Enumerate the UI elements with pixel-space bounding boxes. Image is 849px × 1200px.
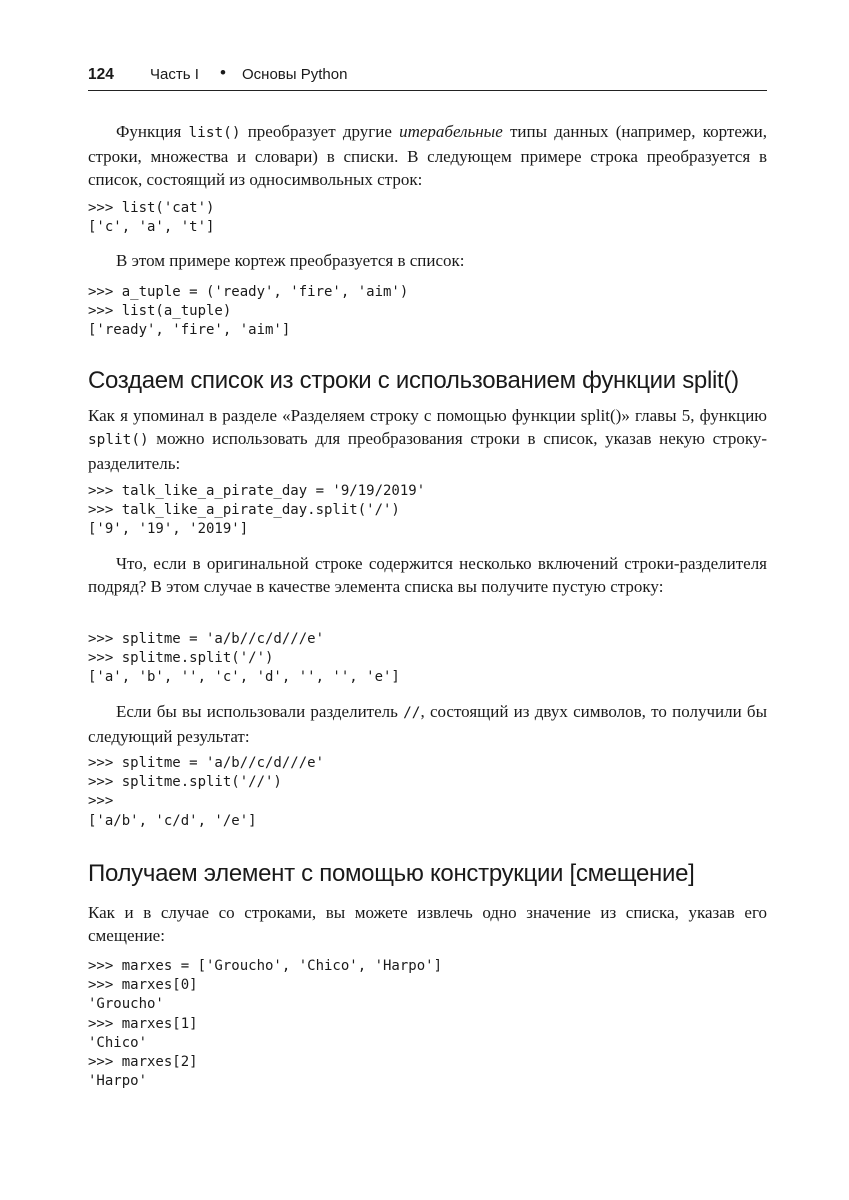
paragraph-tuple-to-list: В этом примере кортеж преобразуется в список:	[116, 251, 465, 270]
code-block-pirate-day: >>> talk_like_a_pirate_day = '9/19/2019' >>> talk_like_a_pirate_day.split('/') ['9', '19', '2019']	[88, 483, 426, 538]
code-block-marxes: >>> marxes = ['Groucho', 'Chico', 'Harpo'] >>> marxes[0] 'Groucho' >>> marxes[1] 'Chico' >>> marxes[2] 'Harpo'	[88, 958, 443, 1090]
text-span: Если бы вы использовали разделитель	[116, 702, 404, 721]
inline-code: split()	[88, 432, 149, 448]
paragraph-offset-intro: Как и в случае со строками, вы можете извлечь одно значение из списка, указав его смещение:	[88, 903, 767, 945]
code-block-splitme: >>> splitme = 'a/b//c/d///e' >>> splitme.split('/') ['a', 'b', '', 'c', 'd', '', '', 'e']	[88, 631, 400, 686]
code-block-list-cat: >>> list('cat') ['c', 'a', 't']	[88, 200, 215, 236]
text-span: Как я упоминал в разделе «Разделяем строку с помощью функции split()» главы 5, функцию	[88, 406, 767, 425]
text-span: , состоящий из двух символов, то получили бы следующий результат:	[88, 702, 767, 746]
heading-offset: Получаем элемент с помощью конструкции [смещение]	[88, 860, 695, 887]
text-span: можно использовать для преобразования строки в список, указав некую строку-разделитель:	[88, 429, 767, 473]
text-span: преобразует другие	[240, 122, 400, 141]
heading-split: Создаем список из строки с использованием функции split()	[88, 367, 739, 394]
header-separator: •	[220, 63, 226, 82]
page-number: 124	[88, 66, 114, 83]
paragraph-double-separator	[88, 700, 767, 748]
text-span: типы данных (например, кортежи, строки, множества и словари) в списки. В следующем примере строка преобразуется в список, состоящий из односимвольных строк:	[88, 122, 767, 189]
book-part-title: Основы Python	[242, 66, 348, 83]
paragraph-list-function	[88, 120, 767, 191]
paragraph-consecutive-separators: Что, если в оригинальной строке содержится несколько включений строки-разделителя подряд? В этом случае в качестве элемента списка вы получите пустую строку:	[88, 554, 767, 596]
text-span: Функция	[116, 122, 189, 141]
part-label: Часть I	[150, 66, 199, 83]
code-block-tuple: >>> a_tuple = ('ready', 'fire', 'aim') >>> list(a_tuple) ['ready', 'fire', 'aim']	[88, 284, 409, 339]
running-header	[88, 62, 767, 91]
emphasis: итерабельные	[399, 122, 503, 141]
code-block-splitme-double: >>> splitme = 'a/b//c/d///e' >>> splitme.split('//') >>> ['a/b', 'c/d', '/e']	[88, 755, 325, 829]
inline-code: //	[403, 705, 421, 721]
inline-code: list()	[188, 125, 241, 141]
paragraph-split-intro	[88, 404, 767, 475]
